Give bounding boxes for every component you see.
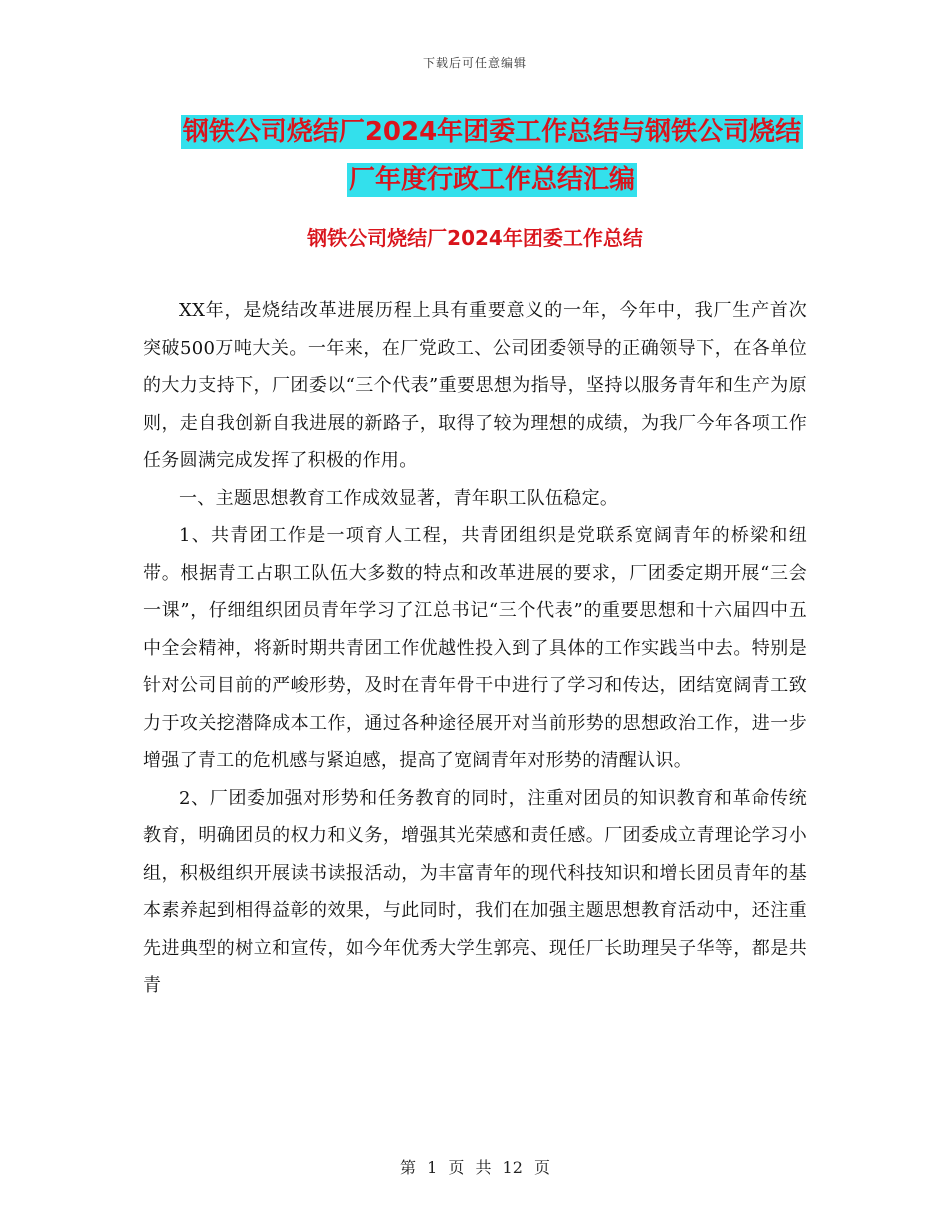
paragraph-intro: XX年，是烧结改革进展历程上具有重要意义的一年，今年中，我厂生产首次突破500万吨大关。一年来，在厂党政工、公司团委领导的正确领导下，在各单位的大力支持下，厂团委以“三个代表”重要思想为指导，坚持以服务青年和生产为原则，走自我创新自我进展的新路子，取得了较为理想的成绩，为我厂今年各项工作任务圆满完成发挥了积极的作用。	[143, 300, 807, 471]
paragraph-item-2: 2、厂团委加强对形势和任务教育的同时，注重对团员的知识教育和革命传统教育，明确团员的权力和义务，增强其光荣感和责任感。厂团委成立青理论学习小组，积极组织开展读书读报活动，为丰富青年的现代科技知识和增长团员青年的基本素养起到相得益彰的效果，与此同时，我们在加强主题思想教育活动中，还注重先进典型的树立和宣传，如今年优秀大学生郭亮、现任厂长助理吴子华等，都是共青	[143, 787, 807, 996]
document-main-title	[142, 108, 842, 204]
main-title-line-2: 厂年度行政工作总结汇编	[348, 165, 635, 195]
page-header-note: 下载后可任意编辑	[422, 56, 527, 70]
document-body	[143, 292, 807, 1005]
main-title-line-1: 钢铁公司烧结厂2024年团委工作总结与钢铁公司烧结	[182, 117, 802, 147]
paragraph-heading-1: 一、主题思想教育工作成效显著，青年职工队伍稳定。	[179, 487, 619, 509]
section-title: 钢铁公司烧结厂2024年团委工作总结	[307, 226, 643, 250]
paragraph-item-1: 1、共青团工作是一项育人工程，共青团组织是党联系宽阔青年的桥梁和纽带。根据青工占职工队伍大多数的特点和改革进展的要求，厂团委定期开展“三会一课”，仔细组织团员青年学习了江总书记“三个代表”的重要思想和十六届四中五中全会精神，将新时期共青团工作优越性投入到了具体的工作实践当中去。特别是针对公司目前的严峻形势，及时在青年骨干中进行了学习和传达，团结宽阔青工致力于攻关挖潜降成本工作，通过各种途径展开对当前形势的思想政治工作，进一步增强了青工的危机感与紧迫感，提高了宽阔青年对形势的清醒认识。	[143, 525, 807, 771]
page-footer-number: 第 1 页 共 12 页	[400, 1158, 550, 1177]
